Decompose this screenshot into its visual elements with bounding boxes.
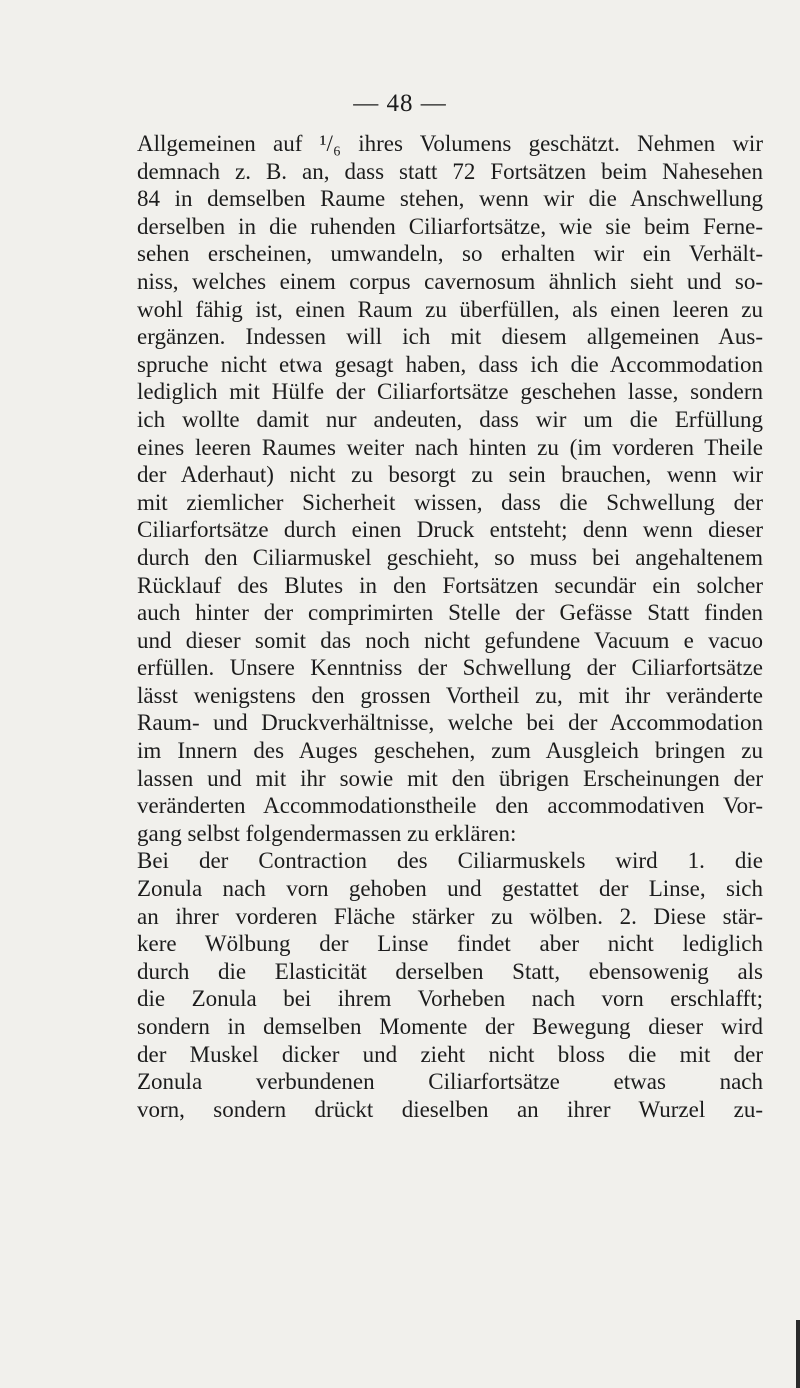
text-line: ich wollte damit nur andeuten, dass wir um die Erfüllung — [137, 406, 763, 432]
text-line: auch hinter der comprimirten Stelle der Gefässe Statt finden — [137, 600, 763, 626]
text-line: durch den Ciliarmuskel geschieht, so muss bei angehaltenem — [137, 544, 763, 570]
text-line: und dieser somit das noch nicht gefundene Vacuum e vacuo — [137, 627, 763, 653]
body-text — [137, 130, 763, 1123]
page-edge-shadow — [796, 1320, 800, 1388]
text-line: niss, welches einem corpus cavernosum ähnlich sieht und so- — [137, 268, 763, 294]
text-line: gang selbst folgendermassen zu erklären: — [137, 820, 517, 846]
text-line: Allgemeinen auf ¹/₆ ihres Volumens geschätzt. Nehmen wir — [137, 131, 763, 156]
text-line: ergänzen. Indessen will ich mit diesem allgemeinen Aus- — [137, 324, 763, 350]
text-line: kere Wölbung der Linse findet aber nicht lediglich — [137, 931, 763, 957]
text-line: Zonula nach vorn gehoben und gestattet der Linse, sich — [137, 876, 763, 902]
text-line: der Muskel dicker und zieht nicht bloss die mit der — [137, 1041, 763, 1067]
text-line: Raum- und Druckverhältnisse, welche bei der Accommodation — [137, 710, 763, 736]
text-line: vorn, sondern drückt dieselben an ihrer Wurzel zu- — [137, 1096, 763, 1122]
text-line: der Aderhaut) nicht zu besorgt zu sein brauchen, wenn wir — [137, 462, 763, 488]
text-line: sehen erscheinen, umwandeln, so erhalten wir ein Verhält- — [137, 241, 763, 267]
text-line: die Zonula bei ihrem Vorheben nach vorn erschlafft; — [137, 986, 763, 1012]
page-number-header: — 48 — — [353, 90, 447, 117]
text-line: eines leeren Raumes weiter nach hinten zu (im vorderen Theile — [137, 434, 763, 460]
text-line: erfüllen. Unsere Kenntniss der Schwellung der Ciliarfortsätze — [137, 655, 763, 681]
text-line: mit ziemlicher Sicherheit wissen, dass die Schwellung der — [137, 489, 763, 515]
text-line: veränderten Accommodationstheile den accommodativen Vor- — [137, 793, 763, 819]
text-line: sondern in demselben Momente der Bewegung dieser wird — [137, 1014, 763, 1039]
text-line: an ihrer vorderen Fläche stärker zu wölben. 2. Diese stär- — [137, 903, 763, 929]
text-line: lediglich mit Hülfe der Ciliarfortsätze geschehen lasse, sondern — [137, 379, 763, 405]
text-line: derselben in die ruhenden Ciliarfortsätze, wie sie beim Ferne- — [137, 213, 763, 239]
text-line: spruche nicht etwa gesagt haben, dass ich die Accommodation — [137, 351, 763, 377]
text-line: Zonula verbundenen Ciliarfortsätze etwas nach — [137, 1069, 763, 1095]
text-line: durch die Elasticität derselben Statt, ebensowenig als — [137, 958, 763, 984]
text-line: Rücklauf des Blutes in den Fortsätzen secundär ein solcher — [137, 572, 763, 598]
text-line: Bei der Contraction des Ciliarmuskels wird 1. die — [137, 848, 763, 874]
text-line: im Innern des Auges geschehen, zum Ausgleich bringen zu — [137, 738, 763, 764]
text-line: Ciliarfortsätze durch einen Druck entsteht; denn wenn dieser — [137, 517, 763, 543]
text-line: lässt wenigstens den grossen Vortheil zu, mit ihr veränderte — [137, 682, 763, 708]
text-line: lassen und mit ihr sowie mit den übrigen Erscheinungen der — [137, 765, 763, 791]
text-line: 84 in demselben Raume stehen, wenn wir die Anschwellung — [137, 186, 763, 212]
text-line: demnach z. B. an, dass statt 72 Fortsätzen beim Nahesehen — [137, 158, 763, 184]
text-line: wohl fähig ist, einen Raum zu überfüllen, als einen leeren zu — [137, 296, 763, 322]
